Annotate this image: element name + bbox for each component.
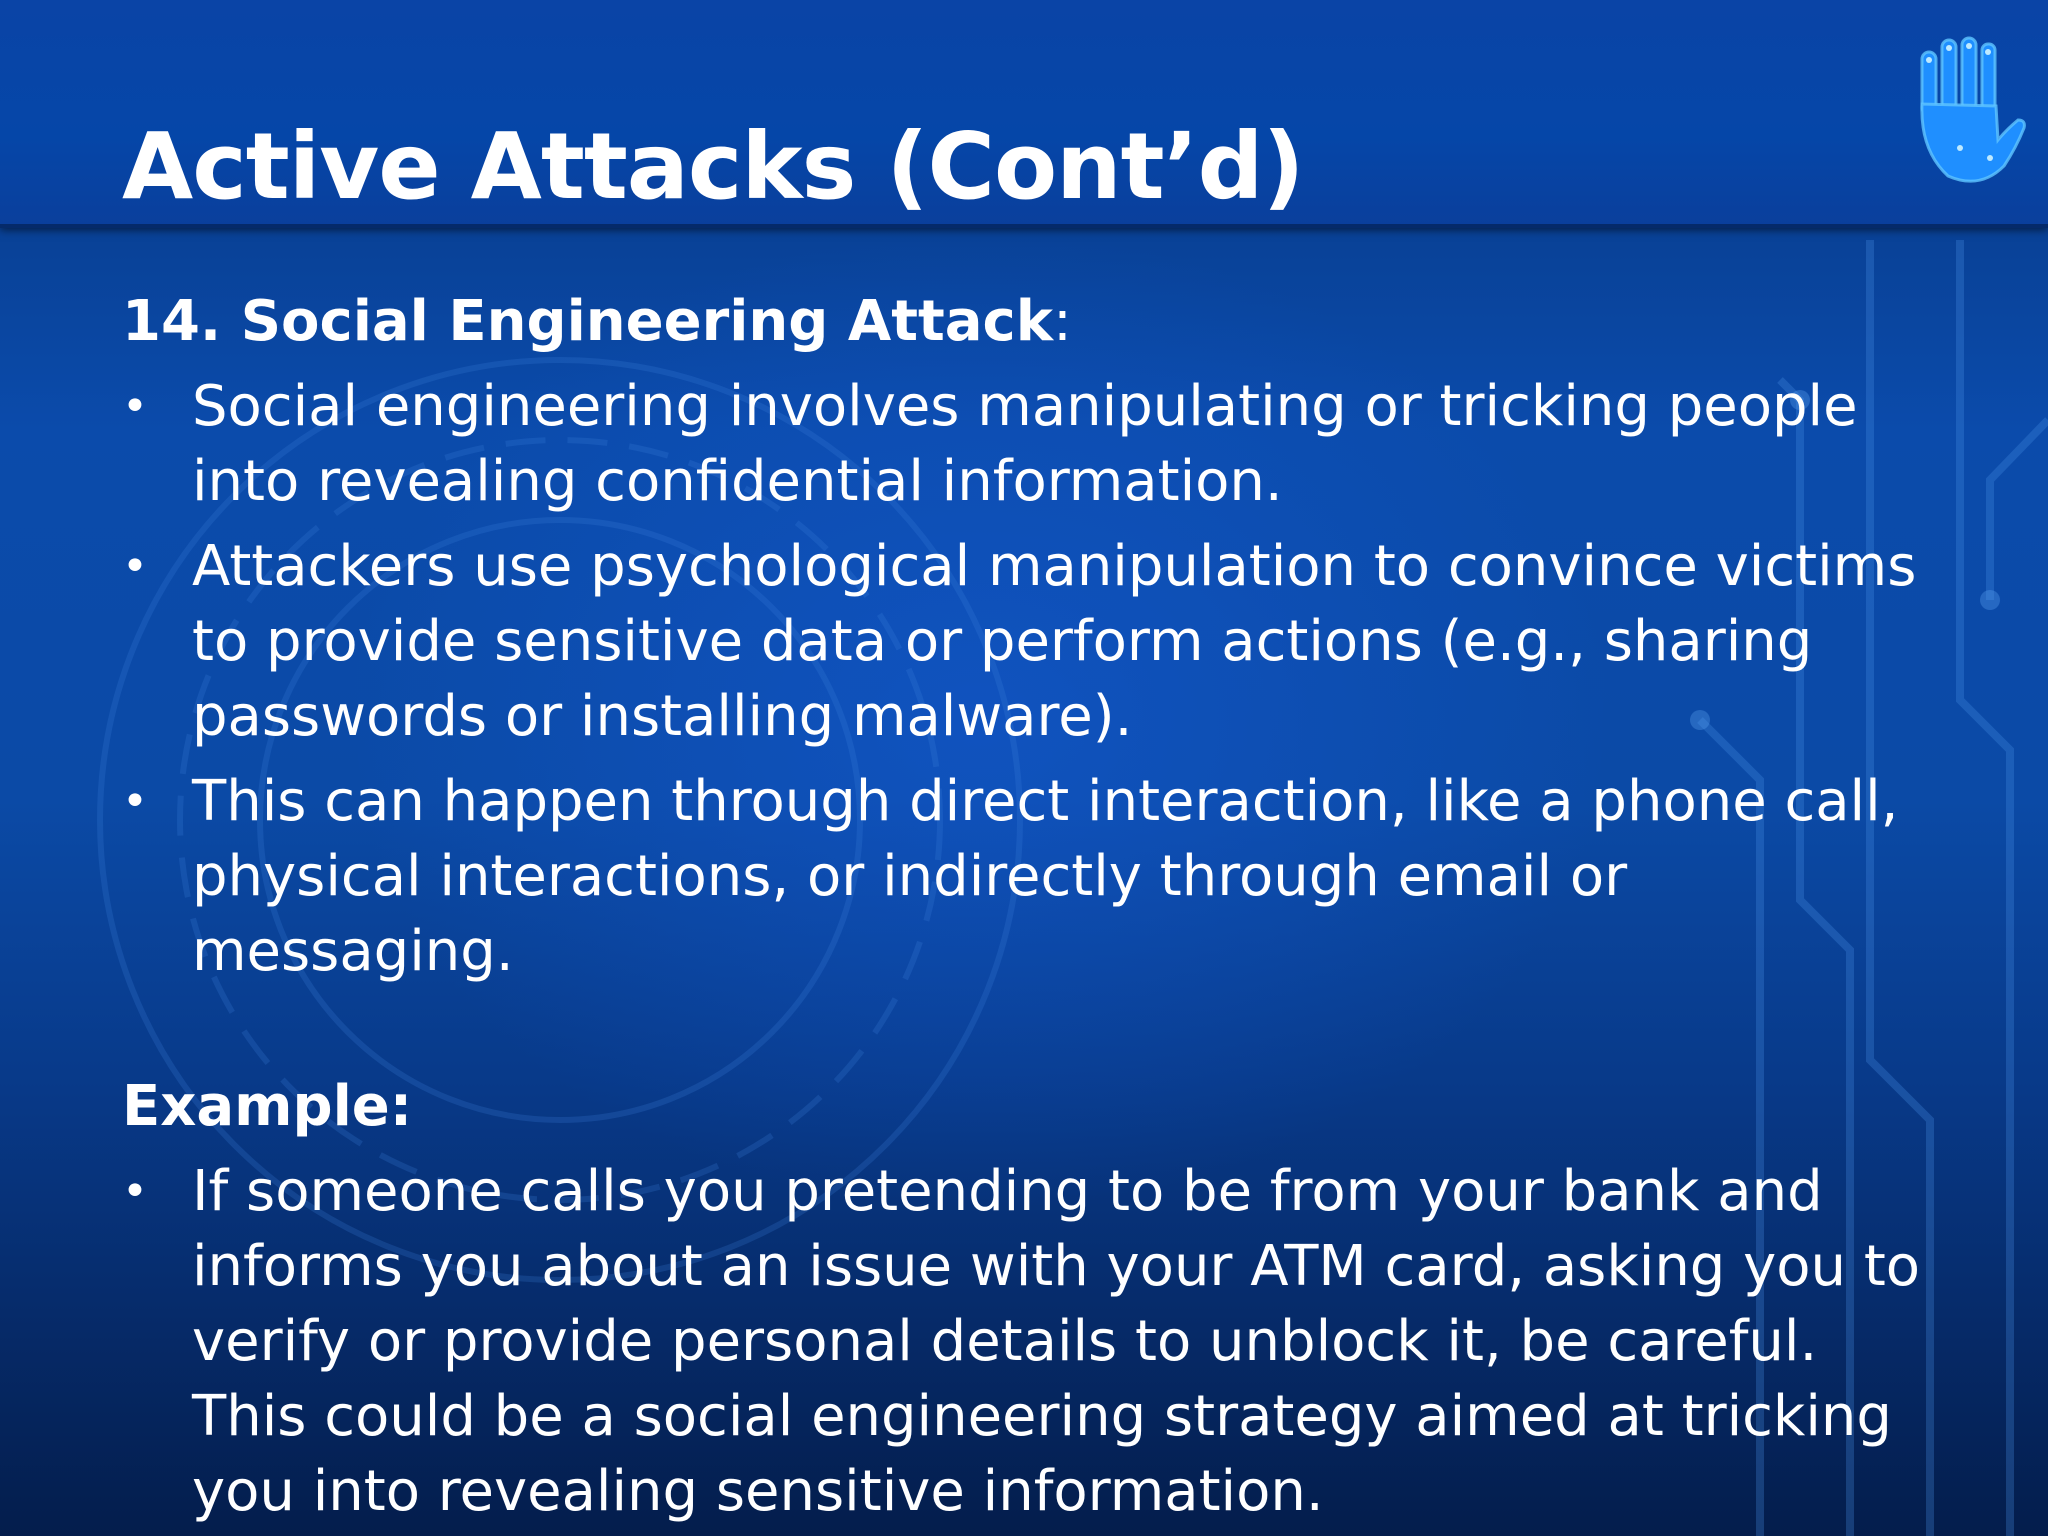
bullet-text: Attackers use psychological manipulation to convince victims to provide sensitive data or perform actions (e.g., sharing passwords or installing malware). (192, 534, 1917, 749)
section-bullet-list (122, 369, 1942, 989)
section-heading (122, 284, 1942, 359)
bullet-item (122, 529, 1942, 754)
bullet-item (122, 369, 1942, 519)
slide-body (122, 284, 1942, 1529)
bullet-dot: • (122, 776, 148, 827)
section-heading-suffix: : (1052, 289, 1072, 354)
bullet-text: Social engineering involves manipulating or tricking people into revealing confidential information. (192, 374, 1858, 514)
bullet-dot: • (122, 381, 148, 432)
bullet-text: This can happen through direct interaction, like a phone call, physical interactions, or indirectly through email or messaging. (192, 769, 1899, 984)
section-heading-bold: 14. Social Engineering Attack (122, 289, 1053, 354)
example-bullet-text: If someone calls you pretending to be from your bank and informs you about an issue with your ATM card, asking you to verify or provide personal details to unblock it, be careful. This could be a social engineering strategy aimed at tricking you into revealing sensitive information. (192, 1159, 1921, 1524)
section-spacer (122, 989, 1942, 1069)
bullet-dot: • (122, 541, 148, 592)
bullet-dot: • (122, 1166, 148, 1217)
blue-hand-print-icon (1900, 30, 2030, 190)
slide-title: Active Attacks (Cont’d) (122, 113, 1304, 220)
bullet-item (122, 764, 1942, 989)
example-heading: Example: (122, 1074, 413, 1139)
example-bullet-item (122, 1154, 1942, 1529)
example-bullet-list (122, 1154, 1942, 1529)
